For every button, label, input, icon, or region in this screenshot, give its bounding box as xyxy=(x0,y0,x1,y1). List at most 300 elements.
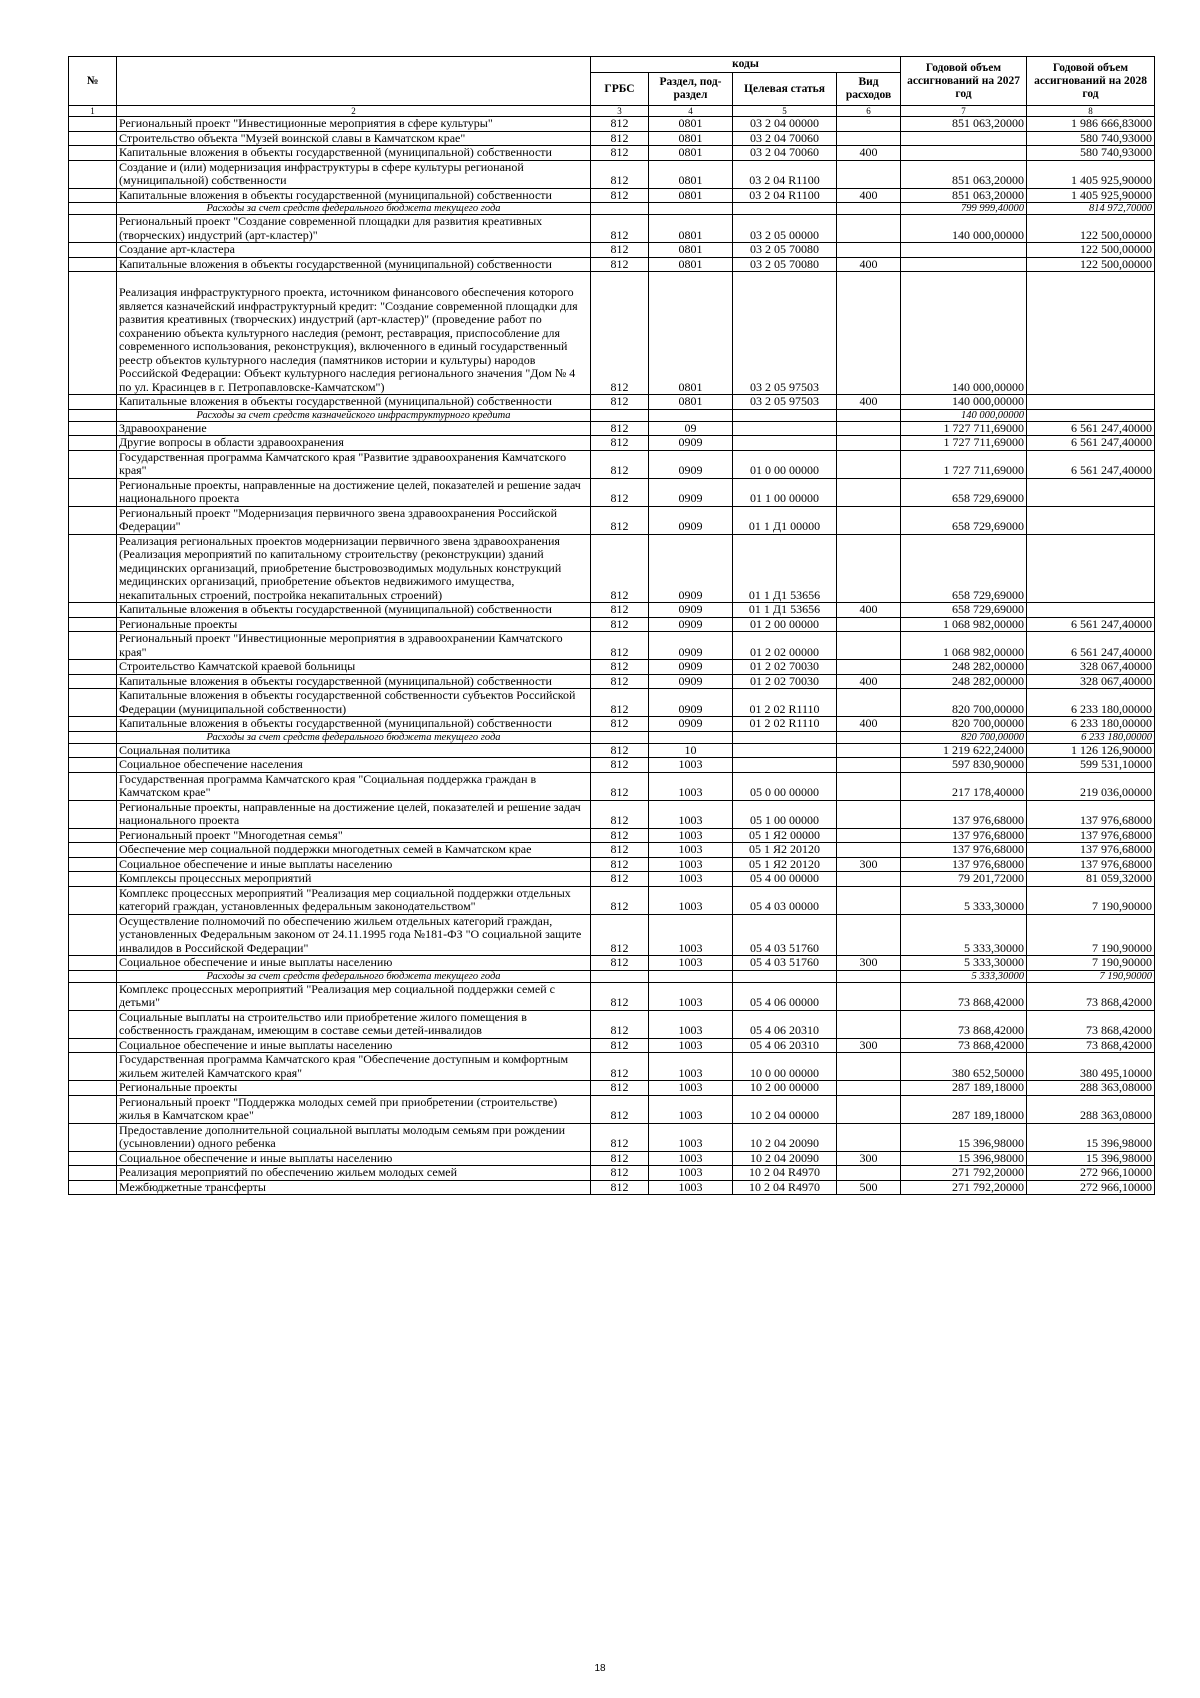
row-2027-cell: 271 792,20000 xyxy=(901,1166,1027,1181)
row-name-cell: Обеспечение мер социальной поддержки многодетных семей в Камчатском крае xyxy=(117,843,591,858)
row-number-cell xyxy=(69,215,117,243)
table-row xyxy=(69,660,1155,675)
row-vid-cell xyxy=(837,982,901,1010)
table-row xyxy=(69,160,1155,188)
table-row xyxy=(69,534,1155,603)
row-celevaya-cell xyxy=(733,758,837,773)
row-razdel-cell: 1003 xyxy=(649,1180,733,1195)
table-body xyxy=(69,117,1155,1195)
row-2028-cell: 6 561 247,40000 xyxy=(1027,450,1155,478)
page-number: 18 xyxy=(594,1663,606,1674)
row-name-cell: Региональный проект "Поддержка молодых семей при приобретении (строительстве) жилья в Камчатском крае" xyxy=(117,1095,591,1123)
table-row xyxy=(69,421,1155,436)
row-2027-cell: 380 652,50000 xyxy=(901,1053,1027,1081)
row-celevaya-cell: 03 2 05 97503 xyxy=(733,272,837,395)
row-vid-cell xyxy=(837,731,901,743)
col-number-7: 7 xyxy=(901,106,1027,117)
row-number-cell xyxy=(69,409,117,421)
table-row xyxy=(69,188,1155,203)
row-2028-cell: 328 067,40000 xyxy=(1027,660,1155,675)
row-celevaya-cell: 05 4 03 51760 xyxy=(733,914,837,956)
table-row xyxy=(69,603,1155,618)
table-row xyxy=(69,772,1155,800)
row-number-cell xyxy=(69,886,117,914)
row-vid-cell xyxy=(837,450,901,478)
row-name-cell: Региональный проект "Инвестиционные мероприятия в сфере культуры" xyxy=(117,117,591,132)
row-number-cell xyxy=(69,1081,117,1096)
row-2028-cell: 137 976,68000 xyxy=(1027,857,1155,872)
table-row xyxy=(69,1166,1155,1181)
row-grbs-cell: 812 xyxy=(591,450,649,478)
row-vid-cell xyxy=(837,409,901,421)
row-2028-cell: 272 966,10000 xyxy=(1027,1166,1155,1181)
row-name-cell: Социальная политика xyxy=(117,743,591,758)
row-vid-cell: 400 xyxy=(837,674,901,689)
row-grbs-cell: 812 xyxy=(591,674,649,689)
row-number-cell xyxy=(69,243,117,258)
row-grbs-cell: 812 xyxy=(591,257,649,272)
row-vid-cell xyxy=(837,743,901,758)
row-2027-cell: 799 999,40000 xyxy=(901,203,1027,215)
row-2027-cell: 820 700,00000 xyxy=(901,731,1027,743)
row-celevaya-cell: 01 1 Д1 00000 xyxy=(733,506,837,534)
row-name-cell: Региональные проекты xyxy=(117,617,591,632)
row-grbs-cell: 812 xyxy=(591,617,649,632)
row-2027-cell: 1 727 711,69000 xyxy=(901,450,1027,478)
row-2028-cell: 380 495,10000 xyxy=(1027,1053,1155,1081)
table-row xyxy=(69,1081,1155,1096)
row-number-cell xyxy=(69,1180,117,1195)
row-2027-cell: 73 868,42000 xyxy=(901,1038,1027,1053)
row-name-cell: Реализация региональных проектов модернизации первичного звена здравоохранения (Реализация мероприятий по капитальному строительству (реконструкции) зданий медицинских организаций, приобретение быстровозводимых модульных конструкций медицинских организаций, приобретение объектов недвижимого имущества, некапитальных строений, постройка некапитальных строений) xyxy=(117,534,591,603)
row-razdel-cell: 0801 xyxy=(649,131,733,146)
table-row xyxy=(69,982,1155,1010)
row-vid-cell xyxy=(837,660,901,675)
row-name-cell: Капитальные вложения в объекты государственной (муниципальной) собственности xyxy=(117,188,591,203)
row-2027-cell: 597 830,90000 xyxy=(901,758,1027,773)
table-row xyxy=(69,674,1155,689)
row-razdel-cell: 10 xyxy=(649,743,733,758)
row-2028-cell: 580 740,93000 xyxy=(1027,146,1155,161)
table-row xyxy=(69,743,1155,758)
row-razdel-cell: 1003 xyxy=(649,1038,733,1053)
row-razdel-cell: 0909 xyxy=(649,450,733,478)
row-grbs-cell: 812 xyxy=(591,1123,649,1151)
row-name-cell: Региональный проект "Модернизация первичного звена здравоохранения Российской Федерации" xyxy=(117,506,591,534)
row-vid-cell xyxy=(837,758,901,773)
row-2027-cell: 15 396,98000 xyxy=(901,1123,1027,1151)
row-2027-cell: 5 333,30000 xyxy=(901,914,1027,956)
row-number-cell xyxy=(69,717,117,732)
row-name-cell: Расходы за счет средств казначейского инфраструктурного кредита xyxy=(117,409,591,421)
header-name xyxy=(117,57,591,106)
row-razdel-cell: 0801 xyxy=(649,272,733,395)
row-2027-cell: 137 976,68000 xyxy=(901,800,1027,828)
row-2028-cell xyxy=(1027,478,1155,506)
row-number-cell xyxy=(69,257,117,272)
row-grbs-cell: 812 xyxy=(591,1180,649,1195)
row-grbs-cell: 812 xyxy=(591,772,649,800)
row-celevaya-cell: 05 1 Я2 20120 xyxy=(733,857,837,872)
row-2027-cell: 217 178,40000 xyxy=(901,772,1027,800)
table-row xyxy=(69,203,1155,215)
row-2028-cell: 6 233 180,00000 xyxy=(1027,731,1155,743)
row-celevaya-cell: 01 2 02 70030 xyxy=(733,674,837,689)
row-razdel-cell: 1003 xyxy=(649,1123,733,1151)
row-vid-cell xyxy=(837,1123,901,1151)
row-2027-cell xyxy=(901,131,1027,146)
table-row xyxy=(69,117,1155,132)
row-razdel-cell xyxy=(649,970,733,982)
row-vid-cell: 400 xyxy=(837,395,901,410)
row-name-cell: Капитальные вложения в объекты государственной (муниципальной) собственности xyxy=(117,674,591,689)
row-razdel-cell: 1003 xyxy=(649,982,733,1010)
row-grbs-cell: 812 xyxy=(591,131,649,146)
row-grbs-cell: 812 xyxy=(591,717,649,732)
row-grbs-cell: 812 xyxy=(591,436,649,451)
row-2028-cell: 15 396,98000 xyxy=(1027,1151,1155,1166)
row-2027-cell: 820 700,00000 xyxy=(901,689,1027,717)
table-row xyxy=(69,1095,1155,1123)
row-celevaya-cell xyxy=(733,731,837,743)
row-vid-cell xyxy=(837,617,901,632)
col-number-3: 3 xyxy=(591,106,649,117)
row-grbs-cell: 812 xyxy=(591,117,649,132)
table-row xyxy=(69,506,1155,534)
row-name-cell: Комплекс процессных мероприятий "Реализация мер социальной поддержки отдельных категорий граждан, установленных федеральным законодательством" xyxy=(117,886,591,914)
row-celevaya-cell: 03 2 04 00000 xyxy=(733,117,837,132)
row-razdel-cell: 0909 xyxy=(649,689,733,717)
row-2027-cell: 137 976,68000 xyxy=(901,843,1027,858)
row-razdel-cell: 0909 xyxy=(649,632,733,660)
row-number-cell xyxy=(69,534,117,603)
row-vid-cell: 300 xyxy=(837,857,901,872)
row-vid-cell: 300 xyxy=(837,1151,901,1166)
row-vid-cell xyxy=(837,1053,901,1081)
row-number-cell xyxy=(69,450,117,478)
row-2028-cell: 122 500,00000 xyxy=(1027,243,1155,258)
row-2027-cell: 5 333,30000 xyxy=(901,956,1027,971)
row-name-cell: Капитальные вложения в объекты государственной (муниципальной) собственности xyxy=(117,717,591,732)
row-number-cell xyxy=(69,731,117,743)
col-number-4: 4 xyxy=(649,106,733,117)
row-celevaya-cell: 01 1 Д1 53656 xyxy=(733,534,837,603)
row-number-cell xyxy=(69,421,117,436)
header-number: № xyxy=(69,57,117,106)
row-celevaya-cell xyxy=(733,409,837,421)
row-celevaya-cell: 05 4 06 20310 xyxy=(733,1010,837,1038)
table-row xyxy=(69,717,1155,732)
row-number-cell xyxy=(69,743,117,758)
row-razdel-cell: 1003 xyxy=(649,872,733,887)
row-2027-cell: 248 282,00000 xyxy=(901,660,1027,675)
table-row xyxy=(69,1010,1155,1038)
header-2028: Годовой объем ассигнований на 2028 год xyxy=(1027,57,1155,106)
table-row xyxy=(69,828,1155,843)
row-celevaya-cell xyxy=(733,743,837,758)
table-row xyxy=(69,1151,1155,1166)
row-grbs-cell: 812 xyxy=(591,872,649,887)
row-2028-cell: 73 868,42000 xyxy=(1027,1010,1155,1038)
row-name-cell: Строительство объекта "Музей воинской славы в Камчатском крае" xyxy=(117,131,591,146)
row-name-cell: Осуществление полномочий по обеспечению жильем отдельных категорий граждан, установленных Федеральным законом от 24.11.1995 года №181-ФЗ "О социальной защите инвалидов в Российской Федерации" xyxy=(117,914,591,956)
row-vid-cell xyxy=(837,689,901,717)
row-razdel-cell: 1003 xyxy=(649,800,733,828)
row-razdel-cell: 0909 xyxy=(649,674,733,689)
row-grbs-cell: 812 xyxy=(591,1081,649,1096)
row-grbs-cell: 812 xyxy=(591,395,649,410)
row-2028-cell: 137 976,68000 xyxy=(1027,843,1155,858)
row-2027-cell: 248 282,00000 xyxy=(901,674,1027,689)
row-grbs-cell: 812 xyxy=(591,758,649,773)
row-celevaya-cell: 10 0 00 00000 xyxy=(733,1053,837,1081)
col-number-8: 8 xyxy=(1027,106,1155,117)
row-2027-cell: 658 729,69000 xyxy=(901,478,1027,506)
row-grbs-cell: 812 xyxy=(591,160,649,188)
row-grbs-cell: 812 xyxy=(591,506,649,534)
row-celevaya-cell: 05 4 06 00000 xyxy=(733,982,837,1010)
table-row xyxy=(69,478,1155,506)
row-celevaya-cell: 03 2 04 R1100 xyxy=(733,188,837,203)
row-vid-cell xyxy=(837,872,901,887)
row-celevaya-cell: 05 4 03 51760 xyxy=(733,956,837,971)
row-grbs-cell: 812 xyxy=(591,215,649,243)
row-number-cell xyxy=(69,1038,117,1053)
row-celevaya-cell: 01 0 00 00000 xyxy=(733,450,837,478)
row-name-cell: Региональный проект "Создание современной площадки для развития креативных (творческих) индустрий (арт-кластер)" xyxy=(117,215,591,243)
row-razdel-cell xyxy=(649,731,733,743)
row-celevaya-cell: 01 2 02 R1110 xyxy=(733,717,837,732)
row-grbs-cell: 812 xyxy=(591,914,649,956)
row-vid-cell: 300 xyxy=(837,1038,901,1053)
row-2028-cell: 122 500,00000 xyxy=(1027,215,1155,243)
row-name-cell: Государственная программа Камчатского края "Развитие здравоохранения Камчатского края" xyxy=(117,450,591,478)
row-grbs-cell: 812 xyxy=(591,1038,649,1053)
row-vid-cell: 300 xyxy=(837,956,901,971)
row-vid-cell xyxy=(837,117,901,132)
row-grbs-cell: 812 xyxy=(591,421,649,436)
row-number-cell xyxy=(69,117,117,132)
row-name-cell: Здравоохранение xyxy=(117,421,591,436)
row-grbs-cell: 812 xyxy=(591,632,649,660)
row-vid-cell xyxy=(837,272,901,395)
row-vid-cell xyxy=(837,843,901,858)
row-2028-cell: 6 233 180,00000 xyxy=(1027,689,1155,717)
row-vid-cell: 500 xyxy=(837,1180,901,1195)
row-2027-cell: 5 333,30000 xyxy=(901,886,1027,914)
row-vid-cell: 400 xyxy=(837,603,901,618)
row-number-cell xyxy=(69,828,117,843)
row-razdel-cell: 0909 xyxy=(649,717,733,732)
row-grbs-cell: 812 xyxy=(591,272,649,395)
row-2027-cell: 73 868,42000 xyxy=(901,982,1027,1010)
row-2028-cell: 137 976,68000 xyxy=(1027,828,1155,843)
row-number-cell xyxy=(69,758,117,773)
row-name-cell: Региональные проекты, направленные на достижение целей, показателей и решение задач национального проекта xyxy=(117,800,591,828)
row-grbs-cell: 812 xyxy=(591,800,649,828)
row-name-cell: Предоставление дополнительной социальной выплаты молодым семьям при рождении (усыновлении) одного ребенка xyxy=(117,1123,591,1151)
table-row xyxy=(69,436,1155,451)
row-2028-cell: 219 036,00000 xyxy=(1027,772,1155,800)
row-celevaya-cell: 10 2 04 R4970 xyxy=(733,1166,837,1181)
row-2027-cell: 140 000,00000 xyxy=(901,395,1027,410)
table-row xyxy=(69,800,1155,828)
row-celevaya-cell: 05 0 00 00000 xyxy=(733,772,837,800)
row-2027-cell xyxy=(901,146,1027,161)
row-number-cell xyxy=(69,160,117,188)
row-name-cell: Другие вопросы в области здравоохранения xyxy=(117,436,591,451)
row-2028-cell: 580 740,93000 xyxy=(1027,131,1155,146)
row-grbs-cell: 812 xyxy=(591,857,649,872)
col-number-6: 6 xyxy=(837,106,901,117)
row-celevaya-cell: 03 2 05 97503 xyxy=(733,395,837,410)
table-row xyxy=(69,1123,1155,1151)
row-2028-cell: 328 067,40000 xyxy=(1027,674,1155,689)
row-celevaya-cell xyxy=(733,436,837,451)
row-celevaya-cell: 05 1 Я2 20120 xyxy=(733,843,837,858)
row-razdel-cell: 1003 xyxy=(649,1151,733,1166)
row-grbs-cell: 812 xyxy=(591,982,649,1010)
row-name-cell: Создание арт-кластера xyxy=(117,243,591,258)
row-razdel-cell: 1003 xyxy=(649,1053,733,1081)
row-vid-cell xyxy=(837,1166,901,1181)
row-name-cell: Комплексы процессных мероприятий xyxy=(117,872,591,887)
row-2028-cell: 6 561 247,40000 xyxy=(1027,632,1155,660)
row-name-cell: Комплекс процессных мероприятий "Реализация мер социальной поддержки семей с детьми" xyxy=(117,982,591,1010)
row-2027-cell: 79 201,72000 xyxy=(901,872,1027,887)
table-row xyxy=(69,146,1155,161)
row-name-cell: Региональные проекты xyxy=(117,1081,591,1096)
row-2027-cell: 658 729,69000 xyxy=(901,534,1027,603)
row-2028-cell: 137 976,68000 xyxy=(1027,800,1155,828)
row-number-cell xyxy=(69,203,117,215)
table-row xyxy=(69,857,1155,872)
row-grbs-cell: 812 xyxy=(591,660,649,675)
row-celevaya-cell: 01 1 Д1 53656 xyxy=(733,603,837,618)
row-name-cell: Социальное обеспечение и иные выплаты населению xyxy=(117,956,591,971)
row-2028-cell: 81 059,32000 xyxy=(1027,872,1155,887)
row-razdel-cell: 0801 xyxy=(649,160,733,188)
row-razdel-cell: 1003 xyxy=(649,828,733,843)
row-name-cell: Государственная программа Камчатского края "Социальная поддержка граждан в Камчатском крае" xyxy=(117,772,591,800)
row-name-cell: Капитальные вложения в объекты государственной (муниципальной) собственности xyxy=(117,395,591,410)
row-name-cell: Социальные выплаты на строительство или приобретение жилого помещения в собственность гражданам, имеющим в составе семьи детей-инвалидов xyxy=(117,1010,591,1038)
row-2027-cell: 287 189,18000 xyxy=(901,1095,1027,1123)
row-razdel-cell: 0801 xyxy=(649,395,733,410)
row-celevaya-cell xyxy=(733,203,837,215)
row-number-cell xyxy=(69,603,117,618)
row-razdel-cell: 0801 xyxy=(649,215,733,243)
row-celevaya-cell: 10 2 04 20090 xyxy=(733,1151,837,1166)
row-grbs-cell: 812 xyxy=(591,146,649,161)
row-razdel-cell: 1003 xyxy=(649,758,733,773)
table-row xyxy=(69,450,1155,478)
table-row xyxy=(69,886,1155,914)
col-number-5: 5 xyxy=(733,106,837,117)
row-name-cell: Расходы за счет средств федерального бюджета текущего года xyxy=(117,203,591,215)
table-row xyxy=(69,257,1155,272)
row-vid-cell xyxy=(837,772,901,800)
row-2028-cell xyxy=(1027,409,1155,421)
row-name-cell: Социальное обеспечение населения xyxy=(117,758,591,773)
row-vid-cell xyxy=(837,632,901,660)
row-vid-cell: 400 xyxy=(837,146,901,161)
row-2028-cell: 1 126 126,90000 xyxy=(1027,743,1155,758)
row-number-cell xyxy=(69,272,117,395)
row-number-cell xyxy=(69,478,117,506)
table-row xyxy=(69,843,1155,858)
row-vid-cell xyxy=(837,478,901,506)
row-razdel-cell: 1003 xyxy=(649,1081,733,1096)
row-name-cell: Государственная программа Камчатского края "Обеспечение доступным и комфортным жильем жителей Камчатского края" xyxy=(117,1053,591,1081)
table-row xyxy=(69,617,1155,632)
row-2028-cell: 15 396,98000 xyxy=(1027,1123,1155,1151)
table-row xyxy=(69,632,1155,660)
budget-table xyxy=(68,56,1155,1195)
table-row xyxy=(69,1038,1155,1053)
row-number-cell xyxy=(69,1010,117,1038)
row-2028-cell xyxy=(1027,395,1155,410)
row-number-cell xyxy=(69,800,117,828)
table-row xyxy=(69,409,1155,421)
table-row xyxy=(69,131,1155,146)
row-2028-cell: 6 561 247,40000 xyxy=(1027,436,1155,451)
row-razdel-cell xyxy=(649,203,733,215)
row-celevaya-cell: 05 1 00 00000 xyxy=(733,800,837,828)
row-2028-cell: 6 561 247,40000 xyxy=(1027,421,1155,436)
row-vid-cell xyxy=(837,914,901,956)
row-2027-cell: 820 700,00000 xyxy=(901,717,1027,732)
row-razdel-cell: 1003 xyxy=(649,886,733,914)
row-2028-cell xyxy=(1027,534,1155,603)
row-2028-cell: 1 405 925,90000 xyxy=(1027,188,1155,203)
row-2027-cell: 271 792,20000 xyxy=(901,1180,1027,1195)
row-grbs-cell: 812 xyxy=(591,886,649,914)
row-celevaya-cell: 05 4 00 00000 xyxy=(733,872,837,887)
col-number-2: 2 xyxy=(117,106,591,117)
row-2028-cell: 288 363,08000 xyxy=(1027,1081,1155,1096)
row-2027-cell: 851 063,20000 xyxy=(901,117,1027,132)
row-celevaya-cell: 03 2 05 70080 xyxy=(733,243,837,258)
row-number-cell xyxy=(69,1151,117,1166)
row-number-cell xyxy=(69,632,117,660)
row-celevaya-cell: 05 4 06 20310 xyxy=(733,1038,837,1053)
row-razdel-cell xyxy=(649,409,733,421)
row-2027-cell: 658 729,69000 xyxy=(901,603,1027,618)
row-vid-cell xyxy=(837,203,901,215)
row-2027-cell: 1 068 982,00000 xyxy=(901,632,1027,660)
row-2028-cell: 288 363,08000 xyxy=(1027,1095,1155,1123)
row-number-cell xyxy=(69,872,117,887)
row-name-cell: Реализация мероприятий по обеспечению жильем молодых семей xyxy=(117,1166,591,1181)
row-grbs-cell xyxy=(591,970,649,982)
row-vid-cell xyxy=(837,970,901,982)
row-2027-cell: 658 729,69000 xyxy=(901,506,1027,534)
row-2027-cell: 1 727 711,69000 xyxy=(901,421,1027,436)
row-razdel-cell: 0801 xyxy=(649,257,733,272)
row-number-cell xyxy=(69,1166,117,1181)
row-2027-cell: 851 063,20000 xyxy=(901,160,1027,188)
row-vid-cell xyxy=(837,131,901,146)
row-grbs-cell: 812 xyxy=(591,1151,649,1166)
row-name-cell: Межбюджетные трансферты xyxy=(117,1180,591,1195)
row-celevaya-cell: 03 2 04 70060 xyxy=(733,146,837,161)
row-razdel-cell: 1003 xyxy=(649,772,733,800)
row-vid-cell xyxy=(837,1081,901,1096)
table-row xyxy=(69,758,1155,773)
row-vid-cell xyxy=(837,1010,901,1038)
row-grbs-cell xyxy=(591,731,649,743)
